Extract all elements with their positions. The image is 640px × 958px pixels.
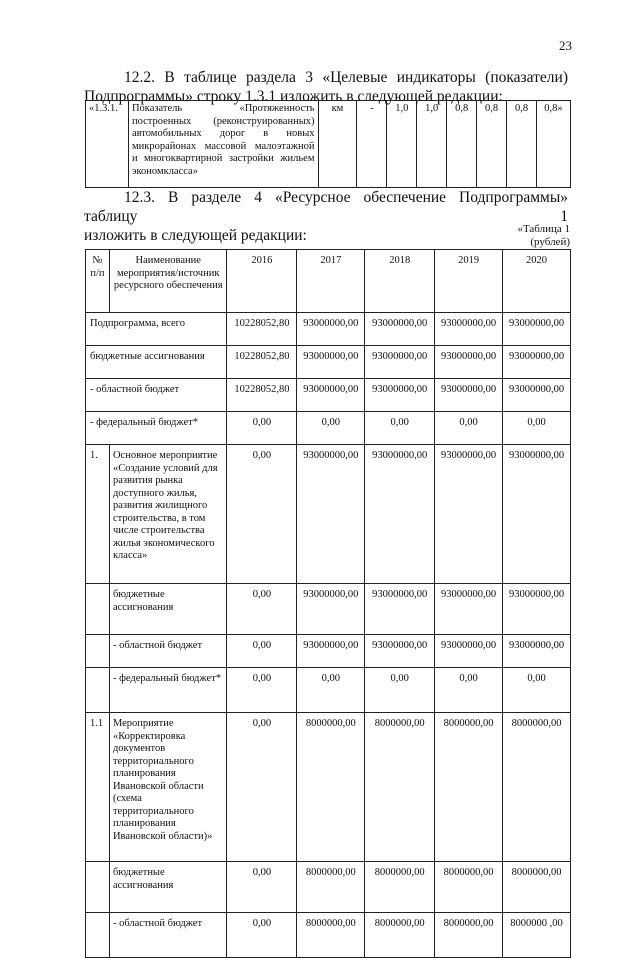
cell-value: 0,00: [435, 412, 503, 445]
row-number: [86, 584, 110, 635]
resource-table: [85, 249, 571, 958]
row-number: [86, 668, 110, 713]
cell-value: 93000000,00: [297, 635, 365, 668]
cell-value: 0,00: [227, 713, 297, 862]
header-year: 2018: [365, 250, 435, 313]
cell-value: 8000000,00: [365, 862, 435, 913]
indicator-value: 0,8: [447, 101, 477, 188]
indicator-unit: км: [318, 101, 357, 188]
cell-value: 0,00: [227, 862, 297, 913]
cell-value: 93000000,00: [435, 313, 503, 346]
table-row: [86, 412, 571, 445]
section-12-2-line-1: 12.2. В таблице раздела 3 «Целевые индикаторы (показатели): [124, 69, 568, 86]
table-caption-title: «Таблица 1: [517, 223, 570, 235]
row-name: Мероприятие «Корректировка документов территориального планирования Ивановской области (схема территориального планирования Ивановской области)»: [109, 713, 227, 862]
cell-value: 8000000,00: [503, 862, 571, 913]
cell-value: 10228052,80: [227, 346, 297, 379]
cell-value: 0,00: [227, 913, 297, 958]
row-name: - областной бюджет: [109, 635, 227, 668]
row-number: 1.: [86, 445, 110, 584]
table-row: [86, 445, 571, 584]
cell-value: 93000000,00: [365, 346, 435, 379]
table-row: [86, 635, 571, 668]
cell-value: 8000000,00: [435, 713, 503, 862]
cell-value: 93000000,00: [297, 445, 365, 584]
cell-value: 0,00: [503, 412, 571, 445]
indicator-name-line: экономкласса»: [131, 165, 198, 177]
table-row: [86, 913, 571, 958]
row-name: бюджетные ассигнования: [109, 862, 227, 913]
cell-value: 93000000,00: [297, 379, 365, 412]
section-12-2-line-2: Подпрограммы» строку 1.3.1 изложить в следующей редакции:: [84, 88, 503, 105]
indicator-value: 1,0: [387, 101, 417, 188]
header-year: 2020: [503, 250, 571, 313]
cell-value: 93000000,00: [503, 379, 571, 412]
cell-value: 0,00: [227, 412, 297, 445]
table-row: [86, 584, 571, 635]
cell-value: 93000000,00: [435, 584, 503, 635]
page-number: 23: [559, 38, 572, 53]
indicator-name-line: Показатель «Протяженность: [131, 103, 315, 114]
cell-value: 93000000,00: [297, 584, 365, 635]
row-name: Подпрограмма, всего: [86, 313, 227, 346]
resource-table-body: [86, 313, 571, 958]
row-name: бюджетные ассигнования: [86, 346, 227, 379]
row-name: - областной бюджет: [109, 913, 227, 958]
row-name: - федеральный бюджет*: [109, 668, 227, 713]
row-number: [86, 913, 110, 958]
cell-value: 8000000,00: [365, 713, 435, 862]
cell-value: 93000000,00: [435, 379, 503, 412]
header-year: 2019: [435, 250, 503, 313]
section-12-3-line-1: 12.3. В разделе 4 «Ресурсное обеспечение Подпрограммы» таблицу 1: [84, 189, 568, 225]
indicator-value: 0,8»: [536, 101, 570, 188]
cell-value: 0,00: [297, 412, 365, 445]
cell-value: 0,00: [503, 668, 571, 713]
indicator-name-line: и многоквартирной застройки жильем: [131, 153, 315, 164]
indicator-name-line: автомобильных дорог в новых: [131, 128, 315, 139]
cell-value: 10228052,80: [227, 313, 297, 346]
cell-value: 93000000,00: [503, 584, 571, 635]
cell-value: 0,00: [365, 412, 435, 445]
cell-value: 93000000,00: [435, 346, 503, 379]
cell-value: 93000000,00: [365, 584, 435, 635]
cell-value: 8000000,00: [365, 913, 435, 958]
cell-value: 93000000,00: [435, 445, 503, 584]
cell-value: 8000000,00: [435, 913, 503, 958]
row-name: - федеральный бюджет*: [86, 412, 227, 445]
header-year: 2016: [227, 250, 297, 313]
indicator-number: «1.3.1.: [86, 101, 129, 188]
indicator-value: 0,8: [477, 101, 507, 188]
indicator-value: -: [357, 101, 387, 188]
cell-value: 93000000,00: [503, 346, 571, 379]
header-num: № п/п: [86, 250, 110, 313]
section-12-3-line-2: изложить в следующей редакции:: [84, 227, 307, 244]
cell-value: 0,00: [227, 668, 297, 713]
cell-value: 0,00: [227, 584, 297, 635]
indicator-name: [128, 101, 318, 188]
indicator-value: 0,8: [507, 101, 537, 188]
cell-value: 0,00: [297, 668, 365, 713]
cell-value: 0,00: [227, 445, 297, 584]
table-row: [86, 379, 571, 412]
cell-value: 8000000 ,00: [503, 913, 571, 958]
cell-value: 8000000,00: [297, 862, 365, 913]
indicator-table: [85, 100, 571, 188]
header-name: Наименование мероприятия/источник ресурсного обеспечения: [109, 250, 227, 313]
cell-value: 0,00: [365, 668, 435, 713]
cell-value: 93000000,00: [503, 445, 571, 584]
row-number: [86, 635, 110, 668]
cell-value: 93000000,00: [435, 635, 503, 668]
row-name: Основное мероприятие «Создание условий для развития рынка доступного жилья, развития жилищного строительства, в том числе строительства жилья экономического класса»: [109, 445, 227, 584]
cell-value: 8000000,00: [297, 713, 365, 862]
cell-value: 0,00: [435, 668, 503, 713]
table-row: [86, 313, 571, 346]
indicator-name-line: микрорайонах массовой малоэтажной: [131, 140, 315, 152]
cell-value: 93000000,00: [365, 313, 435, 346]
table-row: [86, 346, 571, 379]
indicator-row-1-3-1: [86, 101, 571, 188]
cell-value: 10228052,80: [227, 379, 297, 412]
header-year: 2017: [297, 250, 365, 313]
indicator-name-line: построенных (реконструированных): [131, 115, 315, 127]
row-number: 1.1: [86, 713, 110, 862]
cell-value: 0,00: [227, 635, 297, 668]
cell-value: 93000000,00: [503, 313, 571, 346]
cell-value: 93000000,00: [365, 379, 435, 412]
indicator-value: 1,0: [417, 101, 447, 188]
cell-value: 8000000,00: [297, 913, 365, 958]
cell-value: 93000000,00: [365, 635, 435, 668]
table-row: [86, 713, 571, 862]
cell-value: 8000000,00: [435, 862, 503, 913]
resource-table-header: [86, 250, 571, 313]
row-name: бюджетные ассигнования: [109, 584, 227, 635]
cell-value: 93000000,00: [297, 346, 365, 379]
cell-value: 93000000,00: [297, 313, 365, 346]
table-caption-unit: (рублей): [530, 235, 570, 248]
cell-value: 8000000,00: [503, 713, 571, 862]
table-caption: [480, 223, 570, 248]
cell-value: 93000000,00: [503, 635, 571, 668]
table-row: [86, 668, 571, 713]
cell-value: 93000000,00: [365, 445, 435, 584]
row-name: - областной бюджет: [86, 379, 227, 412]
